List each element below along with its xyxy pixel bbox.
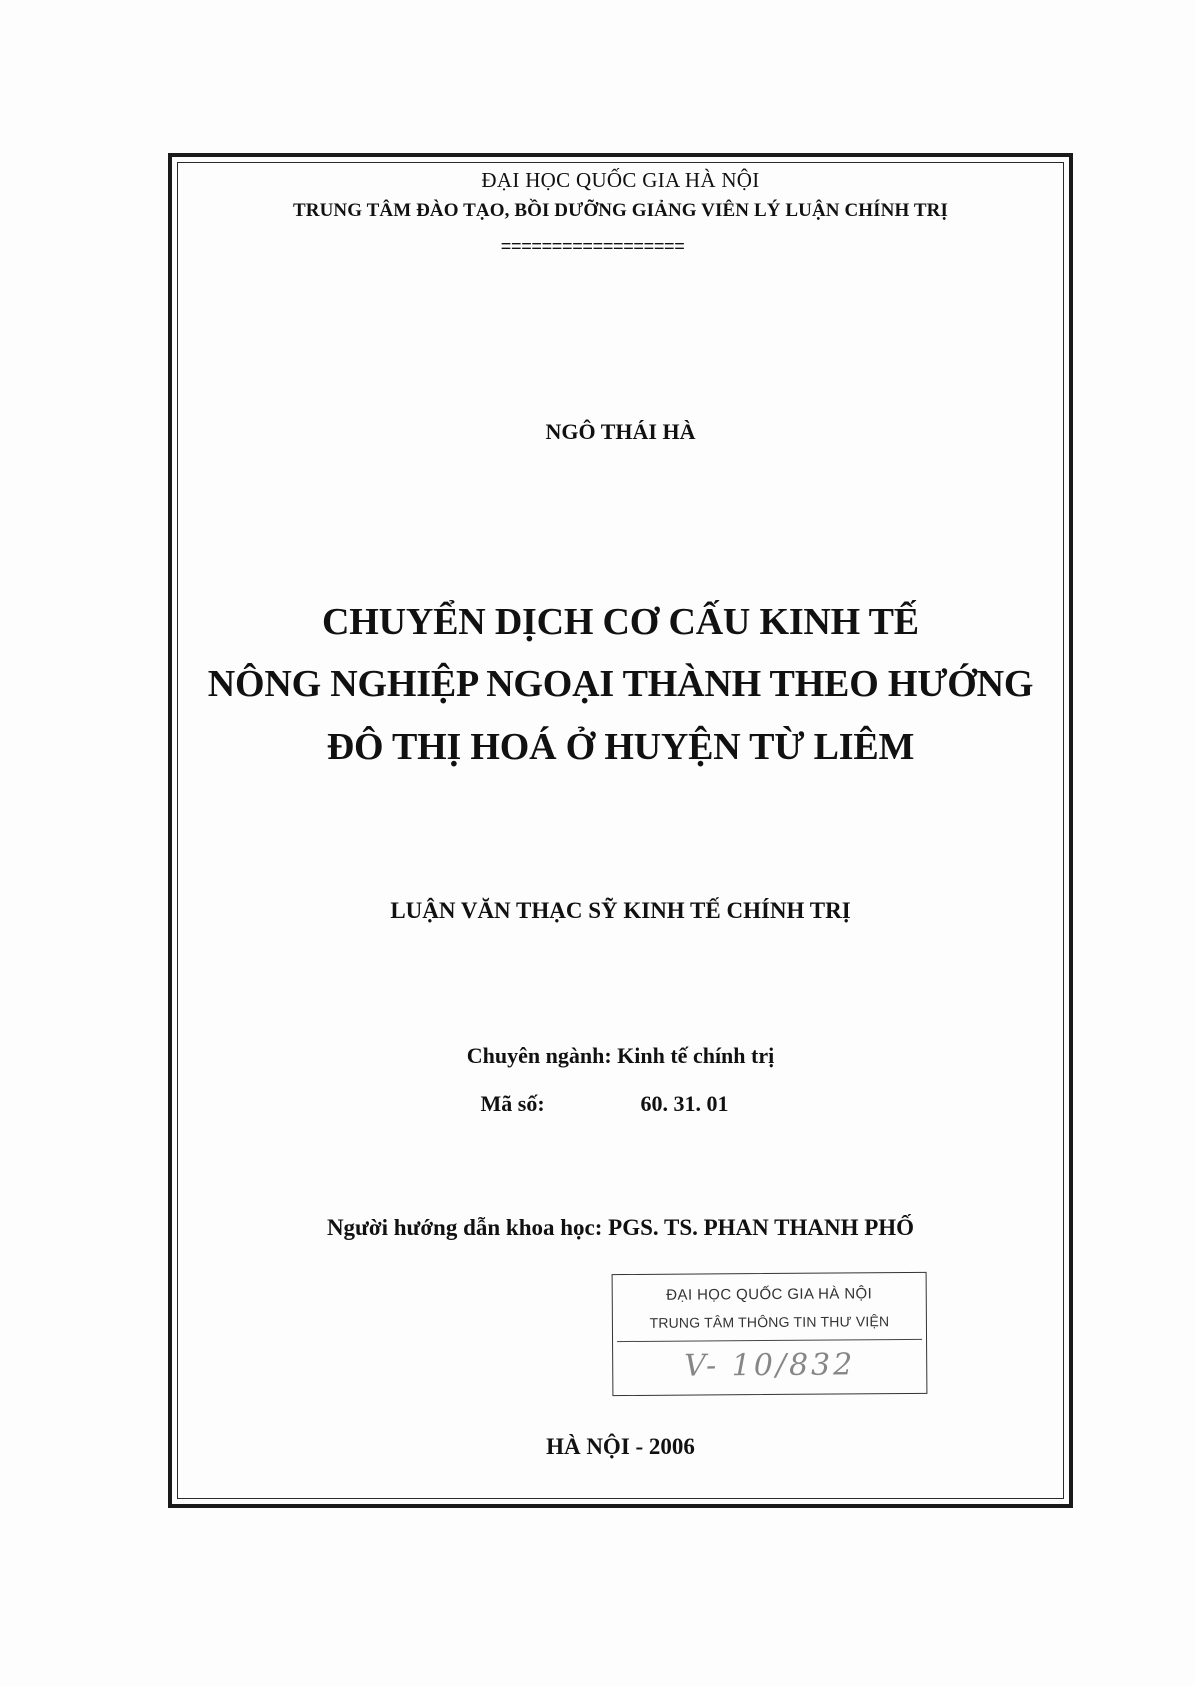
thesis-title-line-2: NÔNG NGHIỆP NGOẠI THÀNH THEO HƯỚNG <box>207 663 1034 705</box>
separator-line: ================== <box>500 238 685 258</box>
university-name: ĐẠI HỌC QUỐC GIA HÀ NỘI <box>481 168 760 192</box>
thesis-title-line-3: ĐÔ THỊ HOÁ Ở HUYỆN TỪ LIÊM <box>326 726 915 768</box>
stamp-handwritten-number: V- 10/832 <box>684 1347 856 1384</box>
specialty-value: Kinh tế chính trị <box>617 1043 775 1068</box>
library-stamp <box>612 1272 928 1396</box>
stamp-divider <box>617 1339 922 1342</box>
code-value: 60. 31. 01 <box>640 1091 729 1116</box>
advisor-label: Người hướng dẫn khoa học: <box>326 1215 603 1240</box>
advisor-value: PGS. TS. PHAN THANH PHỐ <box>608 1215 915 1240</box>
place-and-year: HÀ NỘI - 2006 <box>546 1434 695 1459</box>
training-center-name: TRUNG TÂM ĐÀO TẠO, BỒI DƯỠNG GIẢNG VIÊN LÝ LUẬN CHÍNH TRỊ <box>293 200 948 221</box>
specialty-label: Chuyên ngành: <box>466 1043 612 1068</box>
stamp-line-2: TRUNG TÂM THÔNG TIN THƯ VIỆN <box>649 1313 890 1331</box>
advisor-row <box>168 1215 1073 1241</box>
stamp-line-1: ĐẠI HỌC QUỐC GIA HÀ NỘI <box>666 1285 873 1304</box>
specialty-row <box>168 1043 1073 1069</box>
author-name: NGÔ THÁI HÀ <box>545 419 696 444</box>
thesis-title-line-1: CHUYỂN DỊCH CƠ CẤU KINH TẾ <box>322 601 919 643</box>
code-label: Mã số: <box>480 1091 545 1116</box>
code-row <box>168 1091 1073 1117</box>
degree-type: LUẬN VĂN THẠC SỸ KINH TẾ CHÍNH TRỊ <box>390 898 851 923</box>
